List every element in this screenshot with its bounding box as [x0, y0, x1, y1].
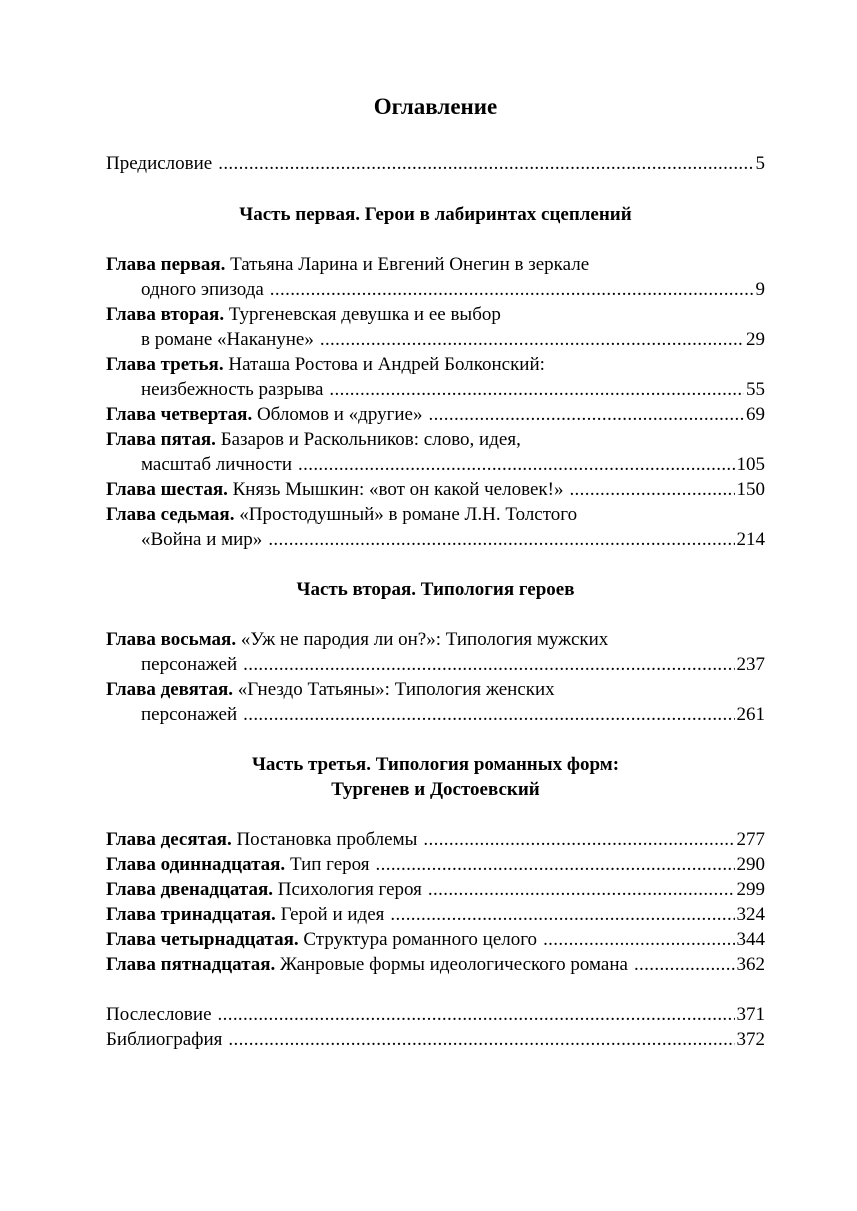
- page-number: 362: [736, 954, 765, 975]
- toc-entry-chapter-7-cont[interactable]: [106, 527, 765, 552]
- part-two-heading: Часть вторая. Типология героев: [296, 579, 575, 600]
- toc-entry-chapter-11[interactable]: [106, 852, 765, 877]
- page-number: 237: [736, 654, 765, 675]
- page-title: Оглавление: [373, 94, 498, 119]
- chapter-title: «Простодушный» в романе Л.Н. Толстого: [234, 504, 578, 525]
- chapter-label: Глава пятая.: [106, 429, 216, 450]
- entry-label: Предисловие: [106, 153, 213, 174]
- chapter-label: Глава третья.: [106, 354, 224, 375]
- chapter-label: Глава десятая.: [106, 829, 232, 850]
- leader-dots: [428, 877, 735, 902]
- chapter-title: Жанровые формы идеологического романа: [275, 954, 628, 975]
- toc-entry-chapter-13[interactable]: [106, 902, 765, 927]
- toc-entry-chapter-5-cont[interactable]: [106, 452, 765, 477]
- chapter-label: Глава четырнадцатая.: [106, 929, 299, 950]
- leader-dots: [423, 827, 734, 852]
- toc-entry-chapter-5[interactable]: [106, 427, 765, 452]
- page-number: 261: [736, 704, 765, 725]
- chapter-title-cont: одного эпизода: [141, 279, 264, 300]
- toc-entry-chapter-12[interactable]: [106, 877, 765, 902]
- part-three-heading-line-1: Часть третья. Типология романных форм:: [251, 754, 620, 775]
- toc-entry-afterword[interactable]: [106, 1002, 765, 1027]
- toc-entry-bibliography[interactable]: [106, 1027, 765, 1052]
- page-number: 5: [755, 153, 765, 174]
- page-number: 372: [736, 1029, 765, 1050]
- leader-dots: [218, 151, 753, 176]
- chapter-title: «Уж не пародия ли он?»: Типология мужских: [236, 629, 609, 650]
- chapter-label: Глава одиннадцатая.: [106, 854, 286, 875]
- chapter-title-cont: масштаб личности: [141, 454, 293, 475]
- chapter-title: Тургеневская девушка и ее выбор: [224, 304, 501, 325]
- leader-dots: [329, 377, 744, 402]
- toc-entry-chapter-14[interactable]: [106, 927, 765, 952]
- toc-entry-chapter-7[interactable]: [106, 502, 765, 527]
- chapter-label: Глава восьмая.: [106, 629, 237, 650]
- table-of-contents: [106, 92, 765, 1052]
- page-number: 214: [736, 529, 765, 550]
- page-number: 299: [736, 879, 765, 900]
- page-number: 9: [755, 279, 765, 300]
- leader-dots: [569, 477, 734, 502]
- toc-entry-chapter-3-cont[interactable]: [106, 377, 765, 402]
- chapter-label: Глава седьмая.: [106, 504, 235, 525]
- page-number: 29: [746, 329, 765, 350]
- chapter-title: Князь Мышкин: «вот он какой человек!»: [227, 479, 564, 500]
- entry-label: Библиография: [106, 1029, 223, 1050]
- leader-dots: [243, 702, 734, 727]
- part-three-heading-line-2: Тургенев и Достоевский: [331, 779, 540, 800]
- chapter-label: Глава шестая.: [106, 479, 228, 500]
- leader-dots: [428, 402, 744, 427]
- leader-dots: [268, 527, 734, 552]
- page-number: 290: [736, 854, 765, 875]
- leader-dots: [320, 327, 744, 352]
- toc-entry-chapter-2[interactable]: [106, 302, 765, 327]
- chapter-title: Психология героя: [273, 879, 422, 900]
- leader-dots: [228, 1027, 734, 1052]
- toc-entry-chapter-8[interactable]: [106, 627, 765, 652]
- chapter-label: Глава четвертая.: [106, 404, 253, 425]
- toc-entry-chapter-2-cont[interactable]: [106, 327, 765, 352]
- chapter-label: Глава двенадцатая.: [106, 879, 274, 900]
- chapter-label: Глава девятая.: [106, 679, 234, 700]
- leader-dots: [243, 652, 734, 677]
- leader-dots: [390, 902, 734, 927]
- entry-label: Послесловие: [106, 1004, 212, 1025]
- leader-dots: [218, 1002, 735, 1027]
- toc-entry-chapter-3[interactable]: [106, 352, 765, 377]
- page-number: 344: [736, 929, 765, 950]
- leader-dots: [298, 452, 734, 477]
- leader-dots: [543, 927, 734, 952]
- leader-dots: [376, 852, 735, 877]
- chapter-title: Татьяна Ларина и Евгений Онегин в зеркале: [225, 254, 590, 275]
- toc-entry-chapter-4[interactable]: [106, 402, 765, 427]
- leader-dots: [634, 952, 735, 977]
- page-number: 324: [736, 904, 765, 925]
- toc-entry-chapter-1[interactable]: [106, 252, 765, 277]
- page-number: 371: [736, 1004, 765, 1025]
- chapter-title: Базаров и Раскольников: слово, идея,: [215, 429, 521, 450]
- chapter-title: «Гнездо Татьяны»: Типология женских: [233, 679, 555, 700]
- toc-entry-chapter-8-cont[interactable]: [106, 652, 765, 677]
- toc-entry-chapter-15[interactable]: [106, 952, 765, 977]
- chapter-title-cont: персонажей: [141, 704, 238, 725]
- chapter-title: Тип героя: [285, 854, 370, 875]
- toc-entry-chapter-10[interactable]: [106, 827, 765, 852]
- page-number: 105: [736, 454, 765, 475]
- chapter-label: Глава вторая.: [106, 304, 225, 325]
- chapter-title-cont: неизбежность разрыва: [141, 379, 324, 400]
- chapter-title-cont: персонажей: [141, 654, 238, 675]
- page-number: 150: [736, 479, 765, 500]
- chapter-label: Глава первая.: [106, 254, 226, 275]
- page-number: 277: [736, 829, 765, 850]
- part-one-heading: Часть первая. Герои в лабиринтах сцеплений: [239, 204, 632, 225]
- toc-entry-chapter-1-cont[interactable]: [106, 277, 765, 302]
- chapter-title: Герой и идея: [275, 904, 385, 925]
- toc-entry-preface[interactable]: [106, 151, 765, 176]
- chapter-title: Обломов и «другие»: [252, 404, 423, 425]
- chapter-label: Глава пятнадцатая.: [106, 954, 276, 975]
- chapter-title: Структура романного целого: [298, 929, 538, 950]
- page-number: 55: [746, 379, 765, 400]
- page-number: 69: [746, 404, 765, 425]
- chapter-title-cont: «Война и мир»: [141, 529, 263, 550]
- toc-entry-chapter-9[interactable]: [106, 677, 765, 702]
- toc-entry-chapter-6[interactable]: [106, 477, 765, 502]
- chapter-title: Наташа Ростова и Андрей Болконский:: [223, 354, 545, 375]
- chapter-title-cont: в романе «Накануне»: [141, 329, 314, 350]
- toc-entry-chapter-9-cont[interactable]: [106, 702, 765, 727]
- chapter-title: Постановка проблемы: [231, 829, 418, 850]
- chapter-label: Глава тринадцатая.: [106, 904, 276, 925]
- leader-dots: [270, 277, 754, 302]
